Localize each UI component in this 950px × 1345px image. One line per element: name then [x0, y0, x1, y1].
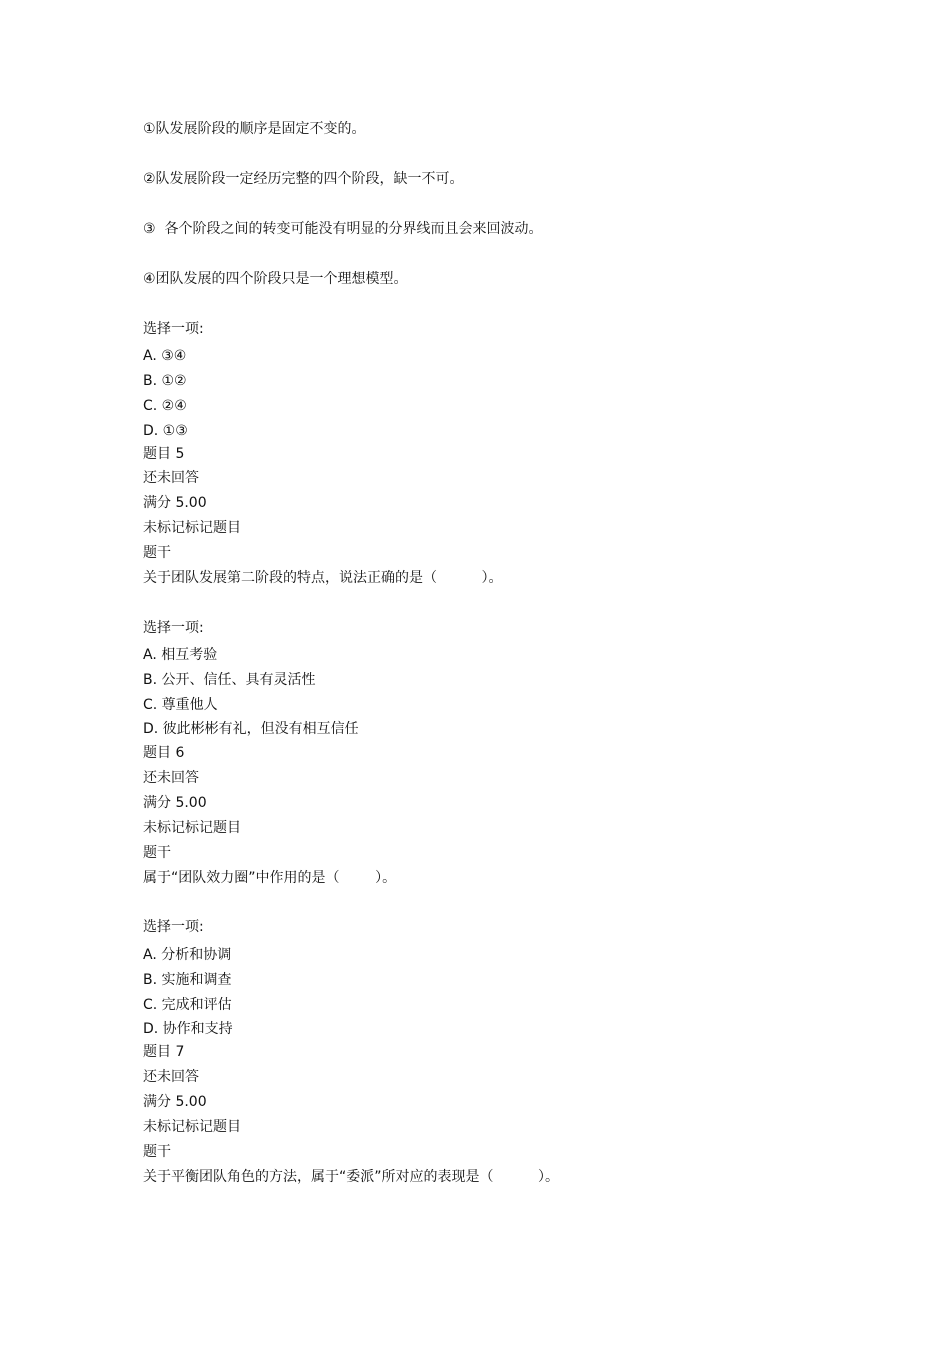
q7-flag-link[interactable]: 未标记标记题目: [143, 1119, 241, 1135]
q6-option-c[interactable]: C. 完成和评估: [143, 997, 232, 1013]
q5-flag-link[interactable]: 未标记标记题目: [143, 520, 241, 536]
q5-score: 满分 5.00: [143, 495, 207, 511]
q5-prompt: 选择一项:: [143, 620, 204, 636]
q5-stem: 关于团队发展第二阶段的特点，说法正确的是（ ）。: [143, 570, 503, 586]
q4-prompt: 选择一项:: [143, 321, 204, 337]
statement-1: ①队发展阶段的顺序是固定不变的。: [143, 121, 366, 137]
q4-option-c[interactable]: C. ②④: [143, 398, 187, 414]
q5-stem-label: 题干: [143, 545, 171, 561]
q6-prompt: 选择一项:: [143, 919, 204, 935]
q6-number: 题目 6: [143, 745, 185, 761]
q6-stem: 属于“团队效力圈”中作用的是（ ）。: [143, 870, 397, 886]
q4-option-b[interactable]: B. ①②: [143, 373, 187, 389]
statement-4: ④团队发展的四个阶段只是一个理想模型。: [143, 271, 408, 287]
q6-stem-label: 题干: [143, 845, 171, 861]
q6-flag-link[interactable]: 未标记标记题目: [143, 820, 241, 836]
q6-score: 满分 5.00: [143, 795, 207, 811]
q7-stem: 关于平衡团队角色的方法，属于“委派”所对应的表现是（ ）。: [143, 1169, 560, 1185]
q4-option-d[interactable]: D. ①③: [143, 423, 188, 439]
q7-score: 满分 5.00: [143, 1094, 207, 1110]
q6-option-b[interactable]: B. 实施和调查: [143, 972, 232, 988]
q5-option-b[interactable]: B. 公开、信任、具有灵活性: [143, 672, 316, 688]
q5-option-d[interactable]: D. 彼此彬彬有礼，但没有相互信任: [143, 721, 359, 737]
q5-number: 题目 5: [143, 446, 185, 462]
q6-option-a[interactable]: A. 分析和协调: [143, 947, 232, 963]
q5-option-c[interactable]: C. 尊重他人: [143, 697, 218, 713]
q5-option-a[interactable]: A. 相互考验: [143, 647, 218, 663]
q6-status: 还未回答: [143, 770, 199, 786]
q7-number: 题目 7: [143, 1044, 185, 1060]
statement-2: ②队发展阶段一定经历完整的四个阶段，缺一不可。: [143, 171, 464, 187]
q4-option-a[interactable]: A. ③④: [143, 348, 187, 364]
q7-status: 还未回答: [143, 1069, 199, 1085]
q6-option-d[interactable]: D. 协作和支持: [143, 1021, 233, 1037]
statement-3: ③ 各个阶段之间的转变可能没有明显的分界线而且会来回波动。: [143, 221, 543, 237]
q7-stem-label: 题干: [143, 1144, 171, 1160]
q5-status: 还未回答: [143, 470, 199, 486]
